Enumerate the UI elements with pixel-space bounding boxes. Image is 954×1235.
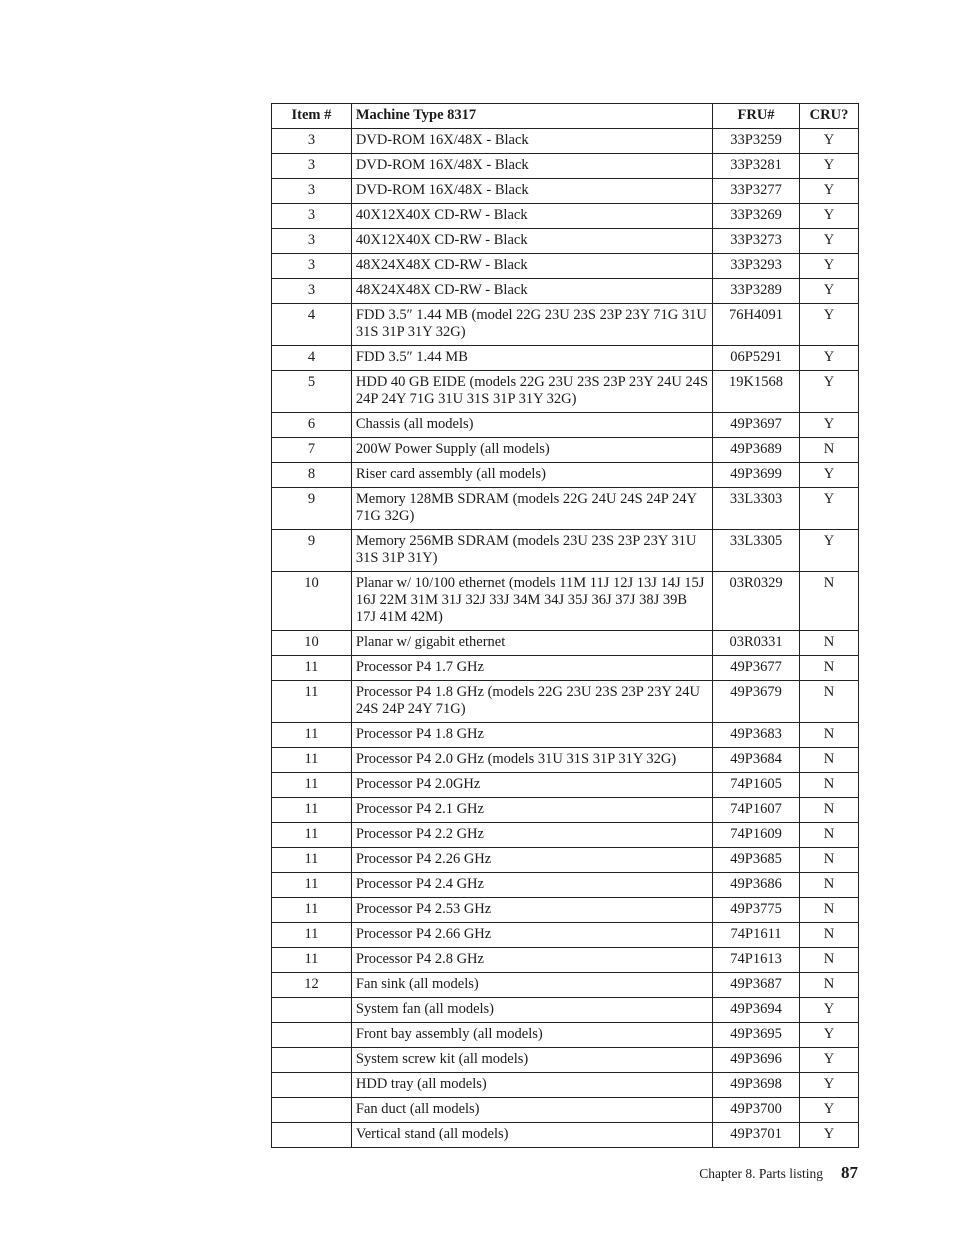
cell-item — [272, 998, 352, 1023]
cell-cru: Y — [800, 1023, 859, 1048]
cell-fru: 49P3687 — [713, 973, 800, 998]
cell-fru: 76H4091 — [713, 304, 800, 346]
cell-fru: 33P3273 — [713, 229, 800, 254]
cell-fru: 49P3775 — [713, 898, 800, 923]
table-row — [272, 254, 859, 279]
table-row — [272, 279, 859, 304]
cell-cru: N — [800, 572, 859, 631]
table-row — [272, 413, 859, 438]
table-row — [272, 923, 859, 948]
cell-fru: 19K1568 — [713, 371, 800, 413]
table-row — [272, 129, 859, 154]
cell-fru: 49P3684 — [713, 748, 800, 773]
cell-fru: 33P3269 — [713, 204, 800, 229]
cell-fru: 33L3305 — [713, 530, 800, 572]
cell-description: Processor P4 1.7 GHz — [351, 656, 712, 681]
cell-description: Memory 128MB SDRAM (models 22G 24U 24S 24P 24Y 71G 32G) — [351, 488, 712, 530]
table-row — [272, 656, 859, 681]
cell-item: 3 — [272, 229, 352, 254]
cell-cru: Y — [800, 204, 859, 229]
table-row — [272, 304, 859, 346]
cell-cru: N — [800, 438, 859, 463]
cell-item — [272, 1023, 352, 1048]
cell-cru: Y — [800, 530, 859, 572]
cell-fru: 49P3683 — [713, 723, 800, 748]
table-row — [272, 823, 859, 848]
cell-description: Processor P4 1.8 GHz (models 22G 23U 23S 23P 23Y 24U 24S 24P 24Y 71G) — [351, 681, 712, 723]
cell-description: Memory 256MB SDRAM (models 23U 23S 23P 23Y 31U 31S 31P 31Y) — [351, 530, 712, 572]
cell-cru: Y — [800, 254, 859, 279]
cell-description: Processor P4 2.0 GHz (models 31U 31S 31P 31Y 32G) — [351, 748, 712, 773]
cell-description: 40X12X40X CD-RW - Black — [351, 229, 712, 254]
cell-fru: 74P1611 — [713, 923, 800, 948]
cell-item: 11 — [272, 848, 352, 873]
cell-fru: 49P3685 — [713, 848, 800, 873]
cell-item: 11 — [272, 923, 352, 948]
table-row — [272, 898, 859, 923]
cell-description: 200W Power Supply (all models) — [351, 438, 712, 463]
cell-item: 11 — [272, 681, 352, 723]
cell-cru: Y — [800, 1048, 859, 1073]
cell-cru: Y — [800, 488, 859, 530]
header-item: Item # — [272, 104, 352, 129]
table-row — [272, 748, 859, 773]
cell-fru: 74P1613 — [713, 948, 800, 973]
cell-item: 11 — [272, 773, 352, 798]
cell-item: 11 — [272, 823, 352, 848]
table-row — [272, 1048, 859, 1073]
header-cru: CRU? — [800, 104, 859, 129]
cell-fru: 49P3697 — [713, 413, 800, 438]
cell-cru: Y — [800, 154, 859, 179]
cell-description: System fan (all models) — [351, 998, 712, 1023]
cell-fru: 49P3694 — [713, 998, 800, 1023]
cell-fru: 33L3303 — [713, 488, 800, 530]
cell-fru: 49P3698 — [713, 1073, 800, 1098]
cell-fru: 74P1607 — [713, 798, 800, 823]
table-header — [272, 104, 859, 129]
cell-item: 10 — [272, 631, 352, 656]
cell-item: 11 — [272, 898, 352, 923]
cell-description: DVD-ROM 16X/48X - Black — [351, 154, 712, 179]
cell-cru: Y — [800, 346, 859, 371]
cell-item: 9 — [272, 488, 352, 530]
table-row — [272, 973, 859, 998]
header-description: Machine Type 8317 — [351, 104, 712, 129]
cell-cru: Y — [800, 463, 859, 488]
table-row — [272, 848, 859, 873]
cell-item: 10 — [272, 572, 352, 631]
table-row — [272, 681, 859, 723]
cell-cru: N — [800, 848, 859, 873]
table-row — [272, 873, 859, 898]
table-row — [272, 438, 859, 463]
cell-description: HDD 40 GB EIDE (models 22G 23U 23S 23P 23Y 24U 24S 24P 24Y 71G 31U 31S 31P 31Y 32G) — [351, 371, 712, 413]
cell-fru: 33P3277 — [713, 179, 800, 204]
cell-cru: N — [800, 823, 859, 848]
cell-cru: Y — [800, 371, 859, 413]
cell-description: Fan sink (all models) — [351, 973, 712, 998]
table-row — [272, 1123, 859, 1148]
cell-description: 48X24X48X CD-RW - Black — [351, 254, 712, 279]
table-row — [272, 530, 859, 572]
cell-description: Planar w/ gigabit ethernet — [351, 631, 712, 656]
cell-fru: 49P3689 — [713, 438, 800, 463]
table-row — [272, 179, 859, 204]
cell-cru: Y — [800, 1123, 859, 1148]
cell-description: 40X12X40X CD-RW - Black — [351, 204, 712, 229]
cell-item: 8 — [272, 463, 352, 488]
cell-fru: 49P3695 — [713, 1023, 800, 1048]
cell-item: 3 — [272, 279, 352, 304]
cell-item — [272, 1048, 352, 1073]
cell-item: 12 — [272, 973, 352, 998]
cell-item: 4 — [272, 346, 352, 371]
cell-fru: 74P1605 — [713, 773, 800, 798]
table-row — [272, 948, 859, 973]
cell-cru: Y — [800, 304, 859, 346]
cell-item: 7 — [272, 438, 352, 463]
cell-description: Processor P4 2.8 GHz — [351, 948, 712, 973]
cell-item: 11 — [272, 948, 352, 973]
cell-description: FDD 3.5″ 1.44 MB — [351, 346, 712, 371]
chapter-title: Chapter 8. Parts listing — [699, 1166, 823, 1181]
table-row — [272, 1098, 859, 1123]
cell-fru: 49P3677 — [713, 656, 800, 681]
cell-item — [272, 1123, 352, 1148]
table-row — [272, 572, 859, 631]
cell-cru: Y — [800, 229, 859, 254]
cell-description: FDD 3.5″ 1.44 MB (model 22G 23U 23S 23P 23Y 71G 31U 31S 31P 31Y 32G) — [351, 304, 712, 346]
cell-cru: Y — [800, 129, 859, 154]
cell-description: Vertical stand (all models) — [351, 1123, 712, 1148]
cell-description: Chassis (all models) — [351, 413, 712, 438]
cell-cru: N — [800, 798, 859, 823]
cell-cru: N — [800, 723, 859, 748]
cell-item — [272, 1098, 352, 1123]
cell-description: DVD-ROM 16X/48X - Black — [351, 129, 712, 154]
cell-fru: 49P3701 — [713, 1123, 800, 1148]
cell-fru: 49P3696 — [713, 1048, 800, 1073]
table-row — [272, 204, 859, 229]
cell-item: 6 — [272, 413, 352, 438]
cell-fru: 49P3700 — [713, 1098, 800, 1123]
cell-cru: Y — [800, 1098, 859, 1123]
cell-description: Processor P4 2.26 GHz — [351, 848, 712, 873]
cell-item: 11 — [272, 748, 352, 773]
cell-description: Riser card assembly (all models) — [351, 463, 712, 488]
cell-cru: N — [800, 973, 859, 998]
cell-cru: N — [800, 773, 859, 798]
table-row — [272, 1073, 859, 1098]
table-row — [272, 798, 859, 823]
cell-description: Processor P4 2.1 GHz — [351, 798, 712, 823]
cell-item: 3 — [272, 154, 352, 179]
cell-fru: 03R0329 — [713, 572, 800, 631]
table-row — [272, 723, 859, 748]
cell-fru: 49P3686 — [713, 873, 800, 898]
page-number: 87 — [841, 1163, 858, 1182]
table-row — [272, 488, 859, 530]
cell-description: Processor P4 2.0GHz — [351, 773, 712, 798]
parts-table — [271, 103, 859, 1148]
header-fru: FRU# — [713, 104, 800, 129]
cell-cru: Y — [800, 998, 859, 1023]
header-row — [272, 104, 859, 129]
cell-cru: N — [800, 923, 859, 948]
cell-cru: N — [800, 898, 859, 923]
cell-description: 48X24X48X CD-RW - Black — [351, 279, 712, 304]
cell-cru: Y — [800, 413, 859, 438]
table-row — [272, 631, 859, 656]
cell-fru: 49P3679 — [713, 681, 800, 723]
cell-item: 11 — [272, 723, 352, 748]
cell-description: System screw kit (all models) — [351, 1048, 712, 1073]
table-row — [272, 463, 859, 488]
cell-item: 3 — [272, 204, 352, 229]
cell-cru: Y — [800, 179, 859, 204]
cell-item: 3 — [272, 129, 352, 154]
cell-item: 5 — [272, 371, 352, 413]
cell-cru: Y — [800, 1073, 859, 1098]
cell-item: 9 — [272, 530, 352, 572]
cell-description: Processor P4 2.66 GHz — [351, 923, 712, 948]
cell-description: HDD tray (all models) — [351, 1073, 712, 1098]
cell-cru: N — [800, 748, 859, 773]
cell-fru: 33P3259 — [713, 129, 800, 154]
cell-fru: 33P3289 — [713, 279, 800, 304]
cell-item: 11 — [272, 656, 352, 681]
page-footer — [699, 1163, 858, 1183]
cell-description: Front bay assembly (all models) — [351, 1023, 712, 1048]
cell-cru: N — [800, 873, 859, 898]
table-row — [272, 154, 859, 179]
cell-item: 11 — [272, 873, 352, 898]
cell-fru: 49P3699 — [713, 463, 800, 488]
table-row — [272, 229, 859, 254]
cell-cru: N — [800, 948, 859, 973]
cell-item — [272, 1073, 352, 1098]
cell-cru: N — [800, 681, 859, 723]
cell-fru: 74P1609 — [713, 823, 800, 848]
cell-item: 4 — [272, 304, 352, 346]
cell-description: Fan duct (all models) — [351, 1098, 712, 1123]
cell-item: 3 — [272, 254, 352, 279]
cell-description: Processor P4 2.53 GHz — [351, 898, 712, 923]
table-row — [272, 371, 859, 413]
cell-item: 11 — [272, 798, 352, 823]
cell-fru: 33P3293 — [713, 254, 800, 279]
cell-description: Planar w/ 10/100 ethernet (models 11M 11J 12J 13J 14J 15J 16J 22M 31M 31J 32J 33J 34M 34J 35J 36J 37J 38J 39B 17J 41M 42M) — [351, 572, 712, 631]
cell-description: Processor P4 1.8 GHz — [351, 723, 712, 748]
table-body — [272, 129, 859, 1148]
table-row — [272, 998, 859, 1023]
cell-cru: N — [800, 656, 859, 681]
cell-fru: 06P5291 — [713, 346, 800, 371]
cell-item: 3 — [272, 179, 352, 204]
table-row — [272, 346, 859, 371]
cell-description: Processor P4 2.2 GHz — [351, 823, 712, 848]
cell-cru: Y — [800, 279, 859, 304]
cell-fru: 03R0331 — [713, 631, 800, 656]
table-row — [272, 773, 859, 798]
table-row — [272, 1023, 859, 1048]
cell-description: Processor P4 2.4 GHz — [351, 873, 712, 898]
cell-fru: 33P3281 — [713, 154, 800, 179]
cell-description: DVD-ROM 16X/48X - Black — [351, 179, 712, 204]
cell-cru: N — [800, 631, 859, 656]
